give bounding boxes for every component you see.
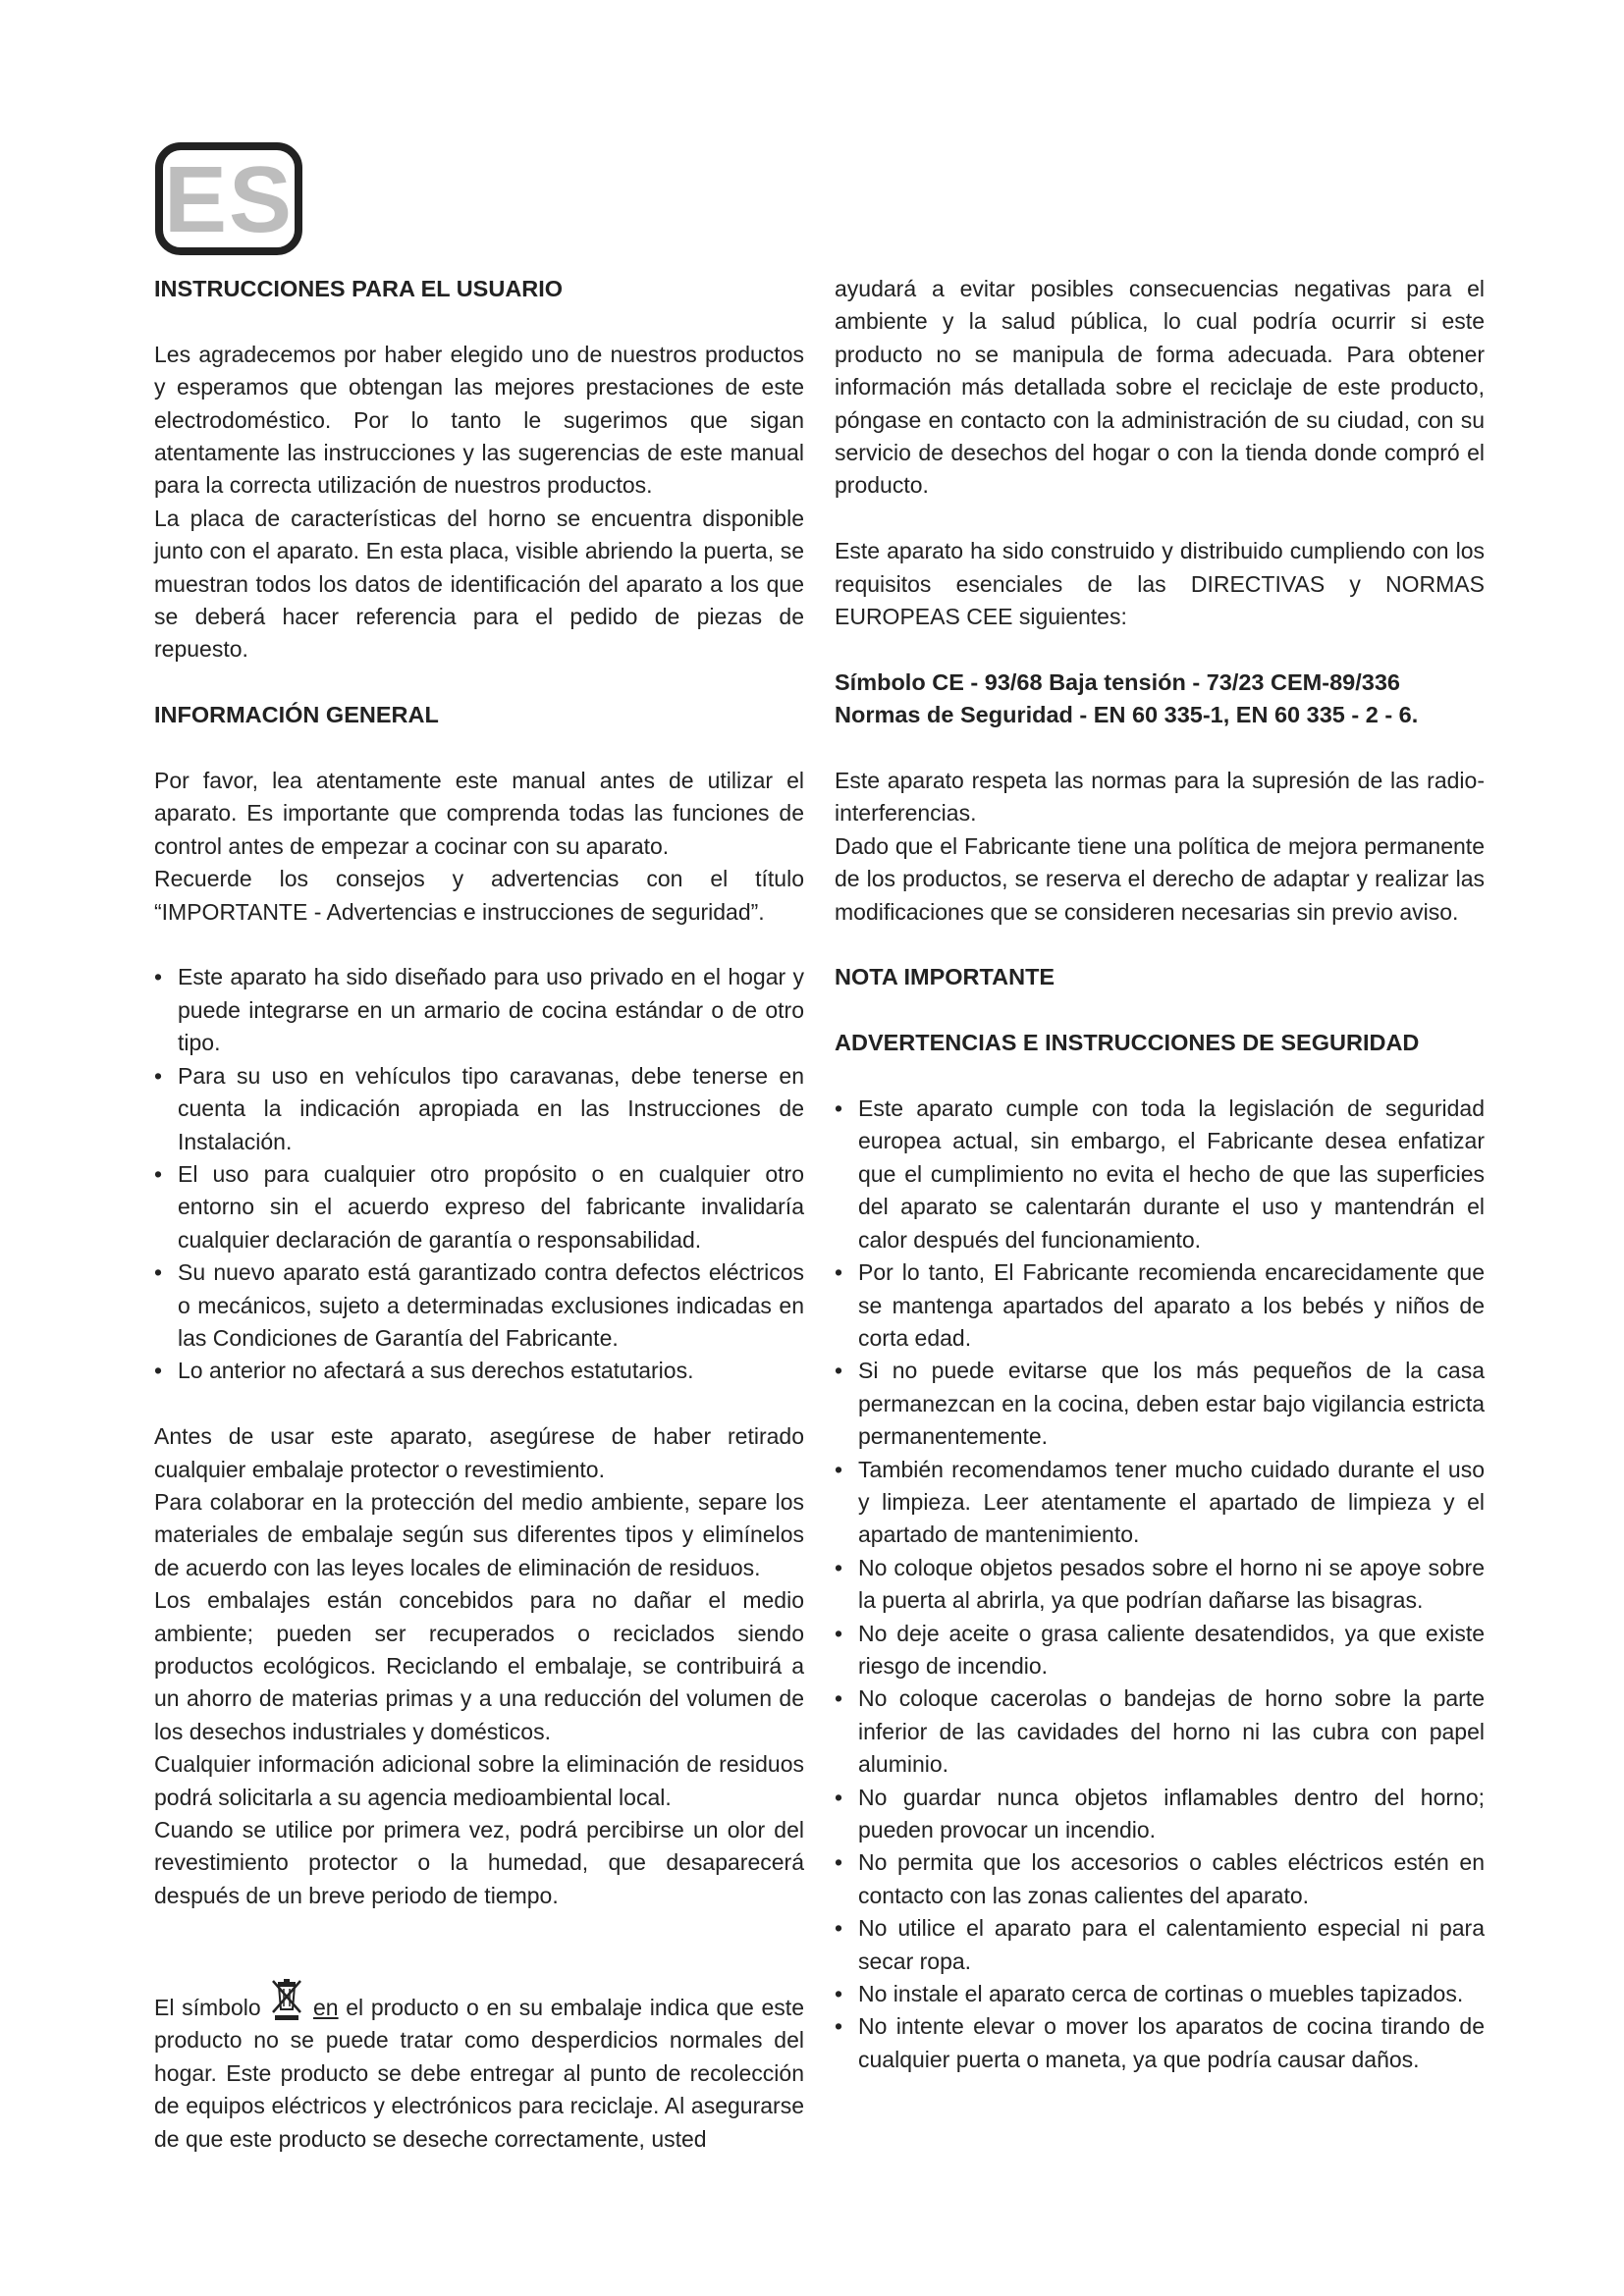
general-bullet-list xyxy=(154,961,804,1387)
intro-paragraph-1: Les agradecemos por haber elegido uno de nuestros productos y esperamos que obtengan las mejores prestaciones de este electrodoméstico. Por lo tanto le sugerimos que sigan atentamente las instrucciones y las sugerencias de este manual para la correcta utilización de nuestros productos. xyxy=(154,341,804,499)
list-item: • No guardar nunca objetos inflamables dentro del horno; pueden provocar un incendio. xyxy=(835,1782,1485,1847)
directives-paragraph: Este aparato ha sido construido y distribuido cumpliendo con los requisitos esenciales de las DIRECTIVAS y NORMAS EUROPEAS CEE siguientes: xyxy=(835,538,1485,630)
bullet-icon: • xyxy=(835,1095,843,1122)
list-item: • No permita que los accesorios o cables eléctricos estén en contacto con las zonas calientes del aparato. xyxy=(835,1846,1485,1912)
bullet-icon: • xyxy=(154,1259,163,1286)
user-instructions-heading: INSTRUCCIONES PARA EL USUARIO xyxy=(154,276,564,301)
list-item: • Por lo tanto, El Fabricante recomienda encarecidamente que se mantenga apartados del aparato a los bebés y niños de corta edad. xyxy=(835,1256,1485,1355)
list-item: • Si no puede evitarse que los más pequeños de la casa permanezcan en la cocina, deben estar bajo vigilancia estricta permanentemente. xyxy=(835,1355,1485,1453)
bullet-icon: • xyxy=(835,1915,843,1942)
bullet-icon: • xyxy=(154,1062,163,1089)
general-paragraph-1: Por favor, lea atentamente este manual antes de utilizar el aparato. Es importante que comprenda todas las funciones de control antes de empezar a cocinar con su aparato. xyxy=(154,768,804,859)
language-badge-es xyxy=(155,142,302,255)
bullet-icon: • xyxy=(154,1160,163,1187)
bullet-icon: • xyxy=(835,1456,843,1482)
list-item: • Su nuevo aparato está garantizado contra defectos eléctricos o mecánicos, sujeto a determinadas exclusiones indicadas en las Condiciones de Garantía del Fabricante. xyxy=(154,1256,804,1355)
language-badge-label: ES xyxy=(163,146,295,252)
left-column xyxy=(154,273,804,2156)
bullet-icon: • xyxy=(835,1554,843,1580)
safety-bullet-list xyxy=(835,1093,1485,2076)
bullet-icon: • xyxy=(835,1259,843,1286)
important-note-heading: NOTA IMPORTANTE xyxy=(835,964,1056,990)
packaging-paragraph-1: Antes de usar este aparato, asegúrese de haber retirado cualquier embalaje protector o revestimiento. xyxy=(154,1423,804,1482)
list-item: • No coloque objetos pesados sobre el horno ni se apoye sobre la puerta al abrirla, ya que podrían dañarse las bisagras. xyxy=(835,1552,1485,1618)
radio-interference-paragraph: Este aparato respeta las normas para la supresión de las radio-interferencias. xyxy=(835,768,1485,827)
intro-paragraph-2: La placa de características del horno se encuentra disponible junto con el aparato. En esta placa, visible abriendo la puerta, se muestran todos los datos de identificación del aparato a los que se deberá hacer referencia para el pedido de piezas de repuesto. xyxy=(154,505,804,663)
bullet-icon: • xyxy=(154,964,163,990)
list-item: • Este aparato cumple con toda la legislación de seguridad europea actual, sin embargo, el Fabricante desea enfatizar que el cumplimiento no evita el hecho de que las superficies del aparato se calentarán durante el uso y mantendrán el calor después del funcionamiento. xyxy=(835,1093,1485,1256)
packaging-paragraph-4: Cualquier información adicional sobre la eliminación de residuos podrá solicitarla a su agencia medioambiental local. xyxy=(154,1751,804,1810)
improvement-policy-paragraph: Dado que el Fabricante tiene una política de mejora permanente de los productos, se reserva el derecho de adaptar y realizar las modificaciones que se consideren necesarias sin previo aviso. xyxy=(835,832,1485,925)
safety-norms-line: Normas de Seguridad - EN 60 335-1, EN 60 335 - 2 - 6. xyxy=(835,702,1419,728)
packaging-paragraph-3: Los embalajes están concebidos para no dañar el medio ambiente; pueden ser recuperados o reciclados siendo productos ecológicos. Reciclando el embalaje, se contribuirá a un ahorro de materias primas y a una reducción del volumen de los desechos industriales y domésticos. xyxy=(154,1587,804,1744)
packaging-paragraph-2: Para colaborar en la protección del medio ambiente, separe los materiales de embalaje según sus diferentes tipos y elimínelos de acuerdo con las leyes locales de eliminación de residuos. xyxy=(154,1488,804,1580)
list-item: • No coloque cacerolas o bandejas de horno sobre la parte inferior de las cavidades del horno ni las cubra con papel aluminio. xyxy=(835,1682,1485,1781)
crossed-out-bin-icon xyxy=(270,1978,303,2021)
right-column xyxy=(835,273,1485,2076)
list-item: • No deje aceite o grasa caliente desatendidos, ya que existe riesgo de incendio. xyxy=(835,1618,1485,1683)
ce-symbol-line: Símbolo CE - 93/68 Baja tensión - 73/23 CEM-89/336 xyxy=(835,668,1400,695)
list-item: • Para su uso en vehículos tipo caravanas, debe tenerse en cuenta la indicación apropiada en las Instrucciones de Instalación. xyxy=(154,1060,804,1158)
safety-warnings-heading: ADVERTENCIAS E INSTRUCCIONES DE SEGURIDAD xyxy=(835,1030,1420,1056)
list-item: • No intente elevar o mover los aparatos de cocina tirando de cualquier puerta o maneta, ya que podría causar daños. xyxy=(835,2010,1485,2076)
bullet-icon: • xyxy=(835,1981,843,2007)
list-item: • No utilice el aparato para el calentamiento especial ni para secar ropa. xyxy=(835,1912,1485,1978)
general-paragraph-2: Recuerde los consejos y advertencias con el título “IMPORTANTE - Advertencias e instrucciones de seguridad”. xyxy=(154,866,804,925)
list-item: • Lo anterior no afectará a sus derechos estatutarios. xyxy=(154,1355,804,1387)
bullet-icon: • xyxy=(835,1849,843,1876)
packaging-paragraph-5: Cuando se utilice por primera vez, podrá percibirse un olor del revestimiento protector o la humedad, que desaparecerá después de un breve periodo de tiempo. xyxy=(154,1817,804,1908)
list-item: • No instale el aparato cerca de cortinas o muebles tapizados. xyxy=(835,1978,1485,2010)
bullet-icon: • xyxy=(835,2013,843,2040)
bullet-icon: • xyxy=(835,1620,843,1646)
list-item: • El uso para cualquier otro propósito o en cualquier otro entorno sin el acuerdo expreso del fabricante invalidaría cualquier declaración de garantía o responsabilidad. xyxy=(154,1158,804,1256)
general-info-heading: INFORMACIÓN GENERAL xyxy=(154,702,439,728)
bullet-icon: • xyxy=(154,1358,163,1384)
list-item: • Este aparato ha sido diseñado para uso privado en el hogar y puede integrarse en un armario de cocina estándar o de otro tipo. xyxy=(154,961,804,1059)
bullet-icon: • xyxy=(835,1358,843,1384)
bullet-icon: • xyxy=(835,1784,843,1810)
list-item: • También recomendamos tener mucho cuidado durante el uso y limpieza. Leer atentamente el apartado de limpieza y el apartado de mantenimiento. xyxy=(835,1454,1485,1552)
weee-paragraph: El símbolo en el producto o en su embalaje indica que este producto no se puede tratar como desperdicios normales del hogar. Este producto se debe entregar al punto de recolección de equipos eléctricos y electrónicos para reciclaje. Al asegurarse de que este producto se deseche correctamente, usted xyxy=(154,1978,804,2156)
bullet-icon: • xyxy=(835,1685,843,1712)
recycling-paragraph: ayudará a evitar posibles consecuencias negativas para el ambiente y la salud pública, lo cual podría ocurrir si este producto no se manipula de forma adecuada. Para obtener información más detallada sobre el reciclaje de este producto, póngase en contacto con la administración de su ciudad, con su servicio de desechos del hogar o con la tienda donde compró el producto. xyxy=(835,276,1485,499)
